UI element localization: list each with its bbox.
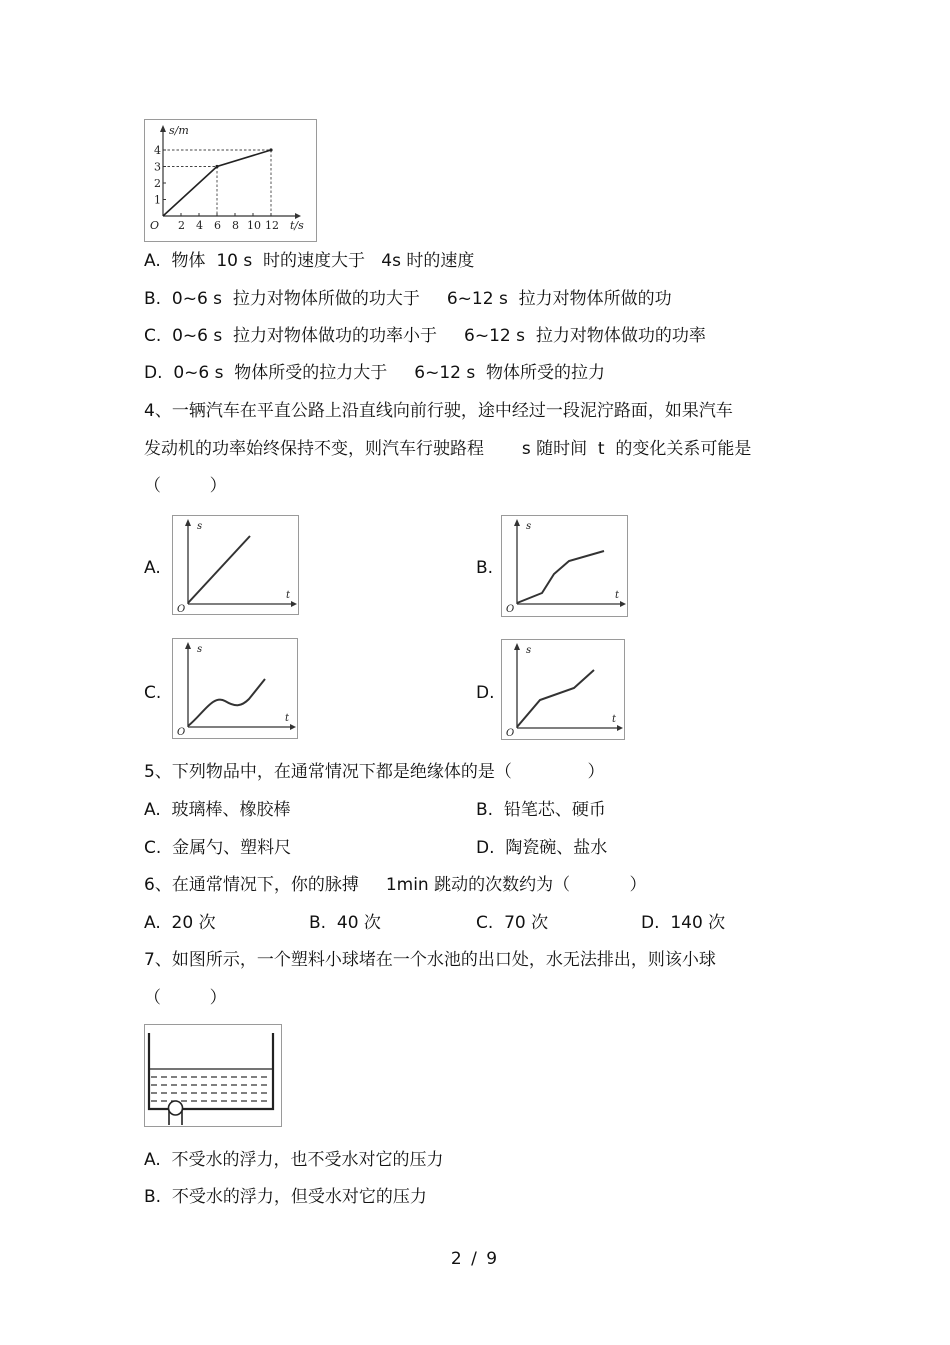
st-data-point-2 [269, 148, 272, 151]
q4-option-a-letter: A. [144, 558, 161, 578]
q4-d-origin: O [506, 728, 515, 739]
st-data-point-1 [215, 165, 218, 168]
q4-b-s-label: s [526, 521, 532, 532]
q6-option-a: A. 20 次 [144, 913, 216, 933]
y-tick-label-4: 4 [154, 144, 161, 157]
q4-c-origin: O [177, 727, 186, 738]
q3-option-d: D. 0~6 s 物体所受的拉力大于 6~12 s 物体所受的拉力 [144, 363, 606, 383]
q5-option-c: C. 金属勺、塑料尺 [144, 838, 292, 858]
x-axis-label: t/s [290, 219, 304, 232]
y-tick-label-1: 1 [154, 193, 161, 207]
y-tick-label-3: 3 [154, 160, 161, 174]
q4-option-c-letter: C. [144, 683, 162, 703]
q4-option-d-letter: D. [476, 683, 495, 703]
q4-graph-a [172, 515, 299, 615]
q4-a-curve [188, 536, 250, 603]
q5-option-d: D. 陶瓷碗、盐水 [476, 838, 608, 858]
q4-a-t-label: t [286, 590, 291, 601]
q4-c-t-label: t [285, 713, 290, 724]
q6-stem: 6、在通常情况下，你的脉搏 1min 跳动的次数约为（ ） [144, 875, 647, 895]
pool-container [149, 1033, 273, 1109]
q4-option-b-letter: B. [476, 558, 494, 578]
st-data-line [163, 150, 271, 216]
q6-option-c: C. 70 次 [476, 913, 549, 933]
x-tick-label-8: 8 [232, 219, 239, 232]
q6-option-b: B. 40 次 [309, 913, 381, 933]
x-tick-label-6: 6 [214, 219, 221, 232]
x-tick-label-10: 10 [247, 219, 261, 232]
q4-b-origin: O [506, 604, 515, 615]
q7-stem-line1: 7、如图所示，一个塑料小球堵在一个水池的出口处，水无法排出，则该小球 [144, 950, 716, 970]
q4-graph-d-svg [502, 640, 624, 739]
q4-graph-b-svg [502, 516, 627, 616]
q3-option-b: B. 0~6 s 拉力对物体所做的功大于 6~12 s 拉力对物体所做的功 [144, 289, 672, 309]
x-tick-label-12: 12 [265, 219, 279, 232]
q6-option-d: D. 140 次 [641, 913, 726, 933]
page-number: 2 / 9 [450, 1249, 500, 1269]
y-tick-label-2: 2 [154, 177, 161, 190]
q4-stem-line3: （ ） [144, 476, 227, 496]
q3-option-a: A. 物体 10 s 时的速度大于 4s 时的速度 [144, 251, 475, 271]
q4-stem-line1: 4、一辆汽车在平直公路上沿直线向前行驶，途中经过一段泥泞路面，如果汽车 [144, 401, 733, 421]
pool-figure [144, 1024, 282, 1127]
y-axis-arrow [160, 125, 166, 132]
q3-option-c: C. 0~6 s 拉力对物体做功的功率小于 6~12 s 拉力对物体做功的功率 [144, 326, 706, 346]
q7-stem-line2: （ ） [144, 988, 227, 1008]
q4-b-t-label: t [615, 590, 620, 601]
q4-d-t-label: t [612, 714, 617, 725]
q4-stem-line2: 发动机的功率始终保持不变，则汽车行驶路程 s 随时间 t 的变化关系可能是 [144, 439, 752, 459]
plastic-ball [169, 1101, 183, 1115]
y-axis-label: s/m [169, 124, 189, 137]
q5-option-a: A. 玻璃棒、橡胶棒 [144, 800, 291, 820]
x-tick-label-4: 4 [196, 219, 203, 232]
q4-graph-c [172, 638, 298, 739]
x-tick-label-2: 2 [178, 219, 185, 232]
q4-b-curve [517, 551, 604, 603]
q4-c-curve [188, 679, 265, 726]
q4-d-curve [517, 670, 594, 727]
q7-option-b: B. 不受水的浮力，但受水对它的压力 [144, 1187, 427, 1207]
q4-graph-a-svg [173, 516, 298, 614]
q4-c-s-label: s [197, 644, 203, 655]
st-graph-figure [144, 119, 317, 242]
st-graph-svg [145, 120, 316, 241]
q4-a-s-label: s [197, 521, 203, 532]
origin-label: O [150, 219, 160, 232]
q4-graph-c-svg [173, 639, 297, 738]
q4-graph-d [501, 639, 625, 740]
q7-option-a: A. 不受水的浮力，也不受水对它的压力 [144, 1150, 444, 1170]
q4-graph-b [501, 515, 628, 617]
pool-svg [145, 1025, 281, 1126]
q4-d-s-label: s [526, 645, 532, 656]
q4-a-origin: O [177, 604, 186, 614]
q5-stem: 5、下列物品中，在通常情况下都是绝缘体的是（ ） [144, 762, 605, 782]
q5-option-b: B. 铅笔芯、硬币 [476, 800, 606, 820]
